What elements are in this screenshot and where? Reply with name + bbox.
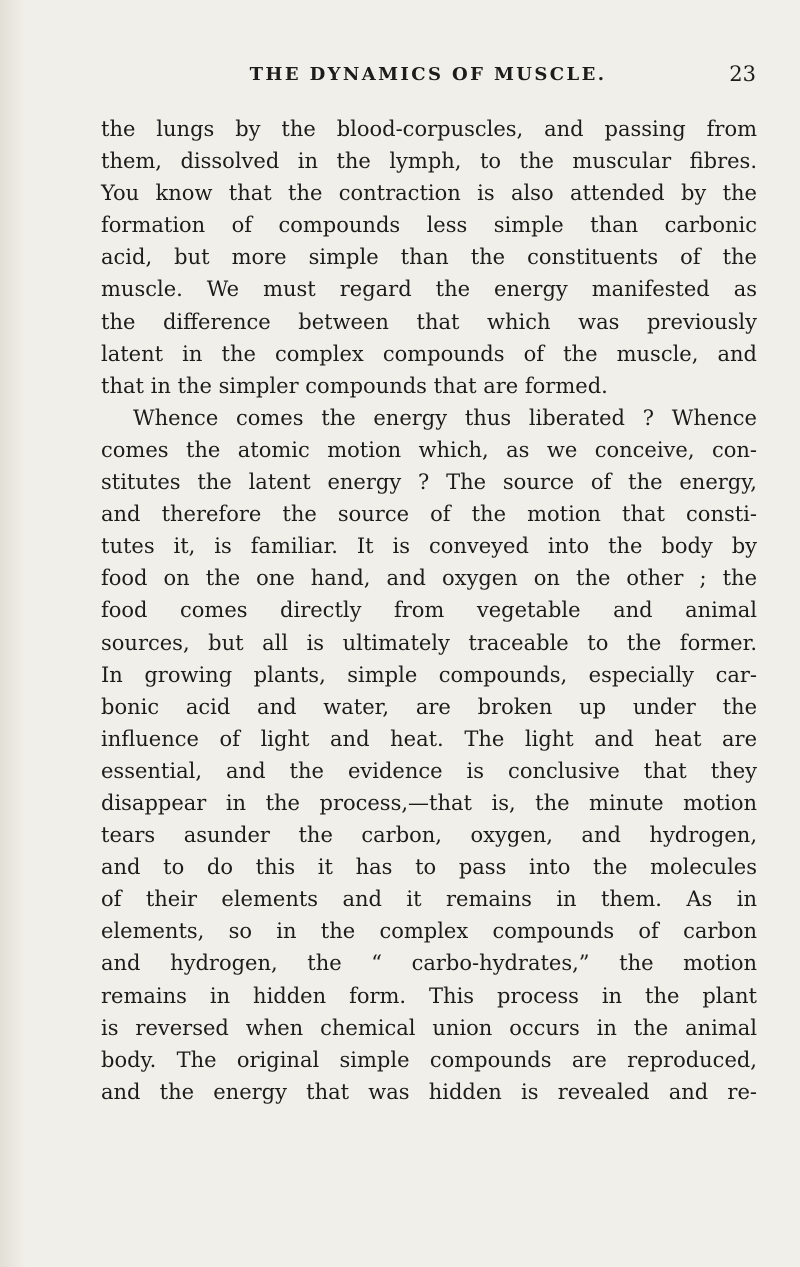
text-line: bonic acid and water, are broken up under the bbox=[101, 694, 757, 719]
text-line: is reversed when chemical union occurs in the animal bbox=[101, 1015, 757, 1040]
text-line: stitutes the latent energy ? The source of the energy, bbox=[101, 470, 757, 495]
text-line: tears asunder the carbon, oxygen, and hydrogen, bbox=[101, 823, 757, 848]
text-line: and hydrogen, the “ carbo-hydrates,” the motion bbox=[101, 951, 757, 976]
running-title: THE DYNAMICS OF MUSCLE. bbox=[249, 64, 607, 85]
text-line: In growing plants, simple compounds, especially car- bbox=[101, 662, 757, 687]
text-line: latent in the complex compounds of the muscle, and bbox=[101, 341, 757, 366]
text-line: muscle. We must regard the energy manifested as bbox=[101, 277, 757, 302]
text-line: food on the one hand, and oxygen on the other ; the bbox=[101, 566, 757, 591]
text-line: essential, and the evidence is conclusive that they bbox=[101, 758, 757, 783]
text-line: Whence comes the energy thus liberated ? Whence bbox=[133, 405, 757, 430]
text-line: of their elements and it remains in them. As in bbox=[101, 887, 757, 912]
text-line: elements, so in the complex compounds of carbon bbox=[101, 919, 757, 944]
text-line: that in the simpler compounds that are formed. bbox=[101, 373, 608, 398]
body-paragraph bbox=[101, 113, 757, 1108]
page-header bbox=[100, 62, 756, 102]
text-line: the lungs by the blood-corpuscles, and passing from bbox=[101, 117, 757, 141]
text-line: food comes directly from vegetable and animal bbox=[101, 598, 757, 623]
text-line: comes the atomic motion which, as we conceive, con- bbox=[101, 437, 757, 462]
text-line: disappear in the process,—that is, the minute motion bbox=[101, 790, 757, 815]
text-line: sources, but all is ultimately traceable to the former. bbox=[101, 630, 757, 655]
text-line: and therefore the source of the motion that consti- bbox=[101, 502, 757, 527]
page-number: 23 bbox=[729, 62, 756, 86]
text-line: body. The original simple compounds are reproduced, bbox=[101, 1047, 757, 1072]
text-line: formation of compounds less simple than carbonic bbox=[101, 213, 757, 238]
text-line: the difference between that which was previously bbox=[101, 309, 757, 334]
text-line: and the energy that was hidden is revealed and re- bbox=[101, 1079, 757, 1104]
text-line: remains in hidden form. This process in the plant bbox=[101, 983, 757, 1008]
text-line: and to do this it has to pass into the molecules bbox=[101, 855, 757, 880]
text-line: influence of light and heat. The light and heat are bbox=[101, 726, 757, 751]
text-line: acid, but more simple than the constituents of the bbox=[101, 245, 757, 270]
text-line: tutes it, is familiar. It is conveyed into the body by bbox=[101, 534, 757, 559]
page-gutter-shadow bbox=[0, 0, 26, 1267]
text-line: them, dissolved in the lymph, to the muscular fibres. bbox=[101, 149, 757, 174]
text-line: You know that the contraction is also attended by the bbox=[101, 181, 757, 206]
